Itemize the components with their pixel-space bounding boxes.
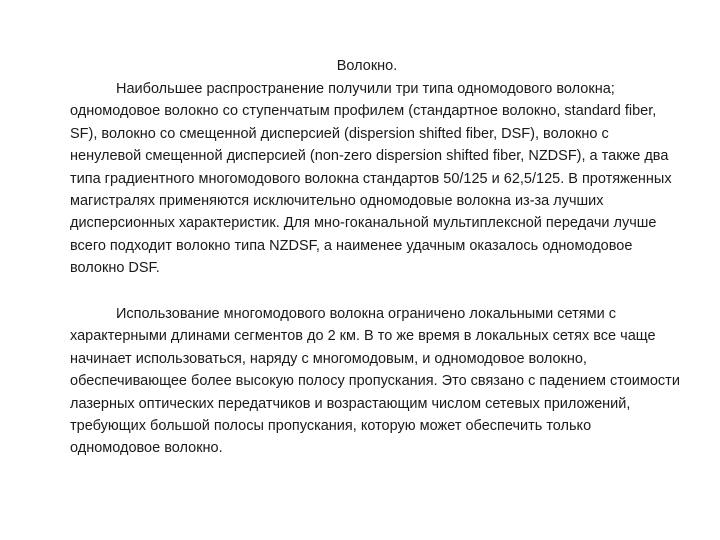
document-title: Волокно. [336, 58, 398, 74]
paragraph-multimode-usage: Использование многомодового волокна ограничено локальными сетями с характерными длинами сегментов до 2 км. В то же время в локальных сетях все чаще начинает использоваться, наряду с многомодовым, и одномодовое волокно, обеспечивающее более высокую полосу пропускания. Это связано с падением стоимости лазерных оптических передатчиков и возрастающим числом сетевых приложений, требующих большой полосы пропускания, которую может обеспечить только одномодовое волокно. [70, 306, 680, 457]
paragraph-fiber-types: Наибольшее распространение получили три типа одномодового волокна; одномодовое волокно со ступенчатым профилем (стандартное волокно, standard fiber, SF), волокно со смещенной дисперсией (dispersion shifted fiber, DSF), волокно с ненулевой смещенной дисперсией (non-zero dispersion shifted fiber, NZDSF), а также два типа градиентного многомодового волокна стандартов 50/125 и 62,5/125. В протяженных магистралях применяются исключительно одномодовые волокна из-за лучших дисперсионных характеристик. Для мно-гоканальной мультиплексной передачи лучше всего подходит волокно типа NZDSF, а наименее удачным оказалось одномодовое волокно DSF. [70, 81, 672, 277]
